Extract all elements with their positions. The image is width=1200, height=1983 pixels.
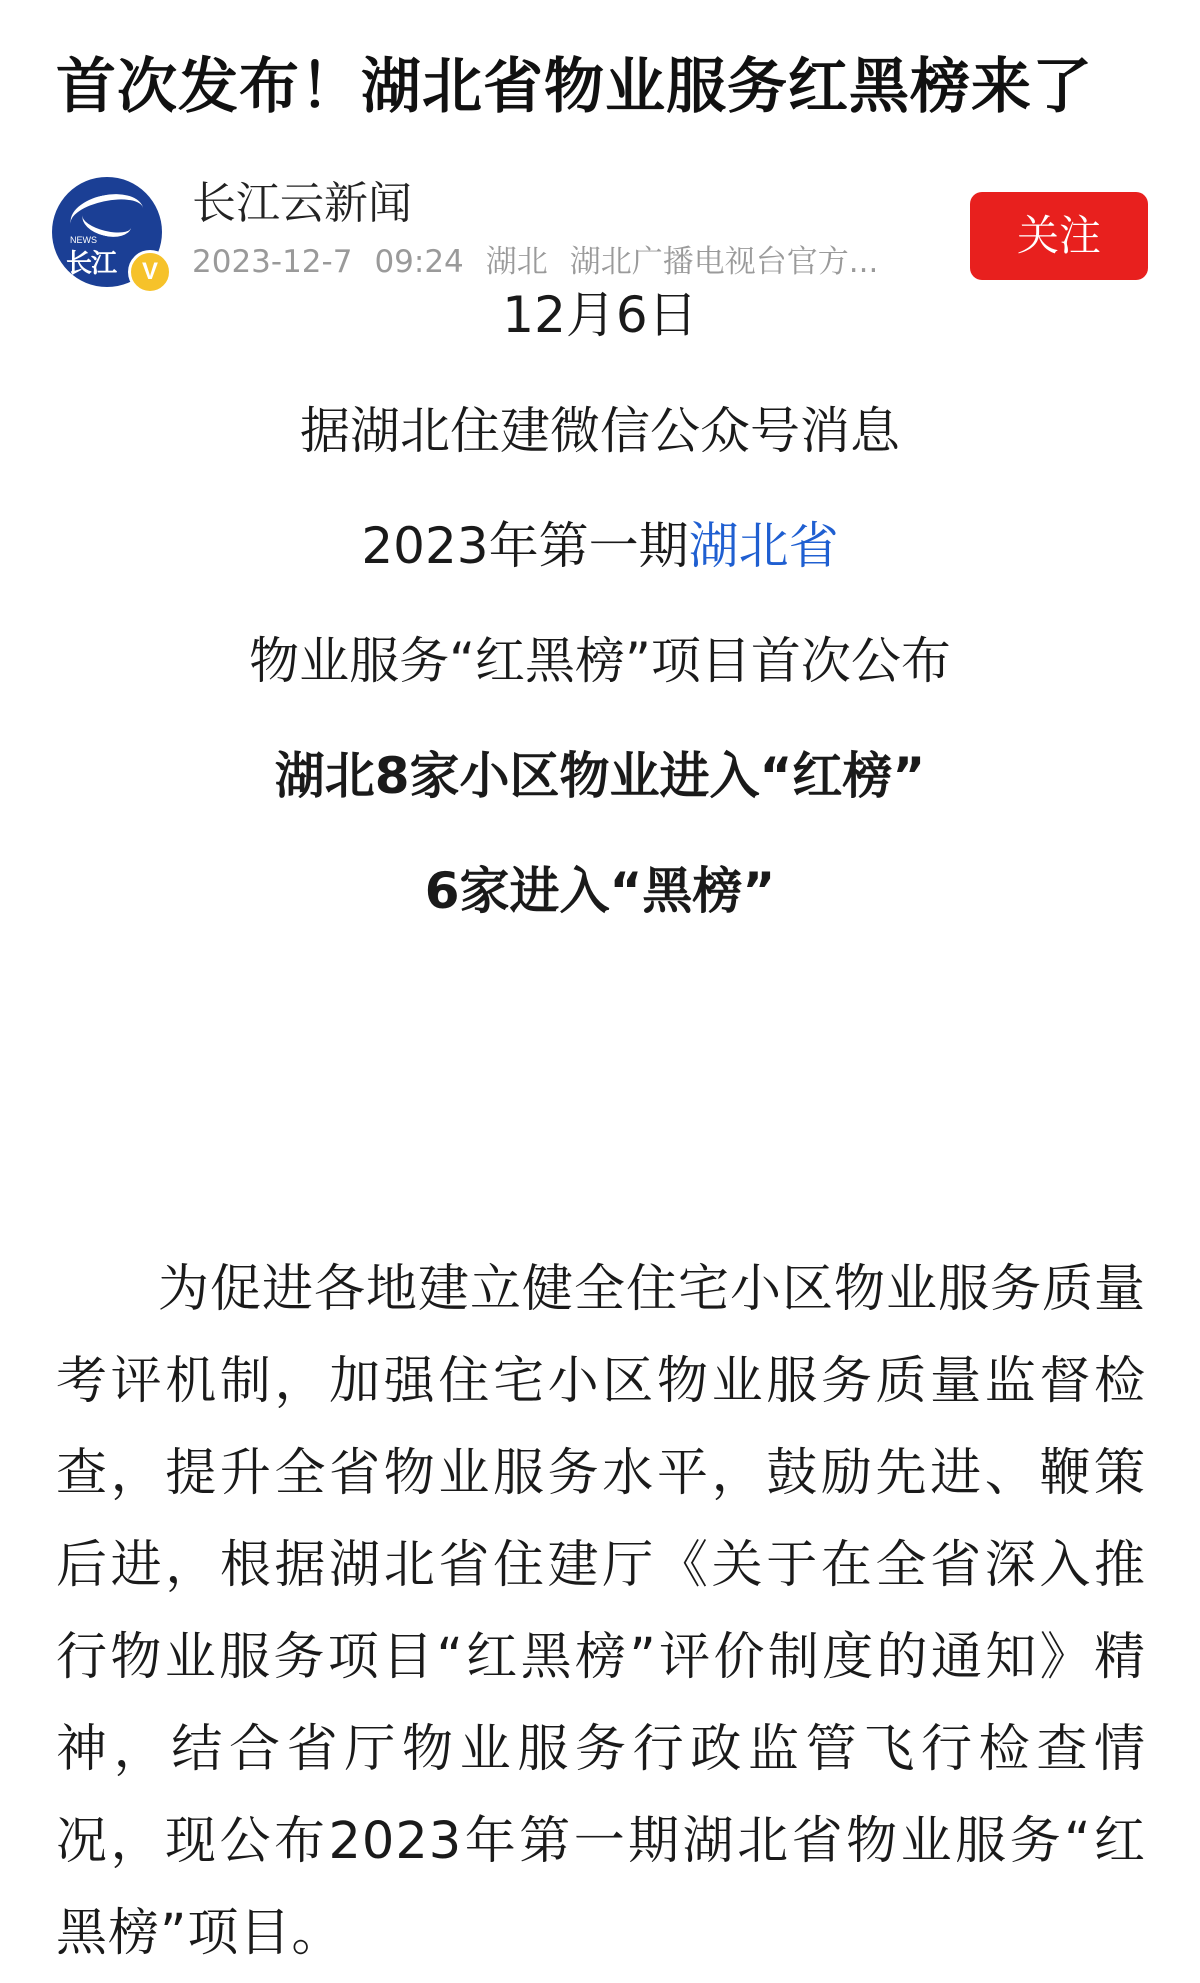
publish-region: 湖北 — [485, 244, 548, 280]
article-title: 首次发布！湖北省物业服务红黑榜来了 — [56, 52, 1093, 122]
source-description: 湖北广播电视台官方... — [569, 244, 879, 280]
content-line-source: 据湖北住建微信公众号消息 — [300, 402, 900, 460]
avatar-brand-label: 长江 — [66, 249, 117, 279]
source-name[interactable]: 长江云新闻 — [192, 178, 412, 229]
content-line-black-list: 6家进入“黑榜” — [424, 862, 776, 920]
content-line-issue — [0, 511, 1200, 581]
content-line-red-list: 湖北8家小区物业进入“红榜” — [274, 747, 926, 805]
hubei-province-link[interactable]: 湖北省 — [688, 517, 839, 575]
avatar-news-label: NEWS — [70, 235, 97, 245]
article-meta — [192, 240, 972, 284]
content-line-project: 物业服务“红黑榜”项目首次公布 — [249, 632, 951, 690]
content-line-date: 12月6日 — [502, 286, 698, 344]
verified-badge-icon: V — [128, 250, 172, 294]
publish-date: 2023-12-7 — [192, 244, 353, 280]
follow-button[interactable]: 关注 — [970, 192, 1148, 280]
issue-prefix: 2023年第一期 — [361, 517, 689, 575]
publish-time: 09:24 — [374, 244, 464, 280]
author-row — [52, 172, 1148, 292]
article-body-paragraph: 为促进各地建立健全住宅小区物业服务质量考评机制，加强住宅小区物业服务质量监督检查，提升全省物业服务水平，鼓励先进、鞭策后进，根据湖北省住建厅《关于在全省深入推行物业服务项目“红黑榜”评价制度的通知》精神，结合省厅物业服务行政监管飞行检查情况，现公布2023年第一期湖北省物业服务“红黑榜”项目。 — [56, 1260, 1147, 1963]
